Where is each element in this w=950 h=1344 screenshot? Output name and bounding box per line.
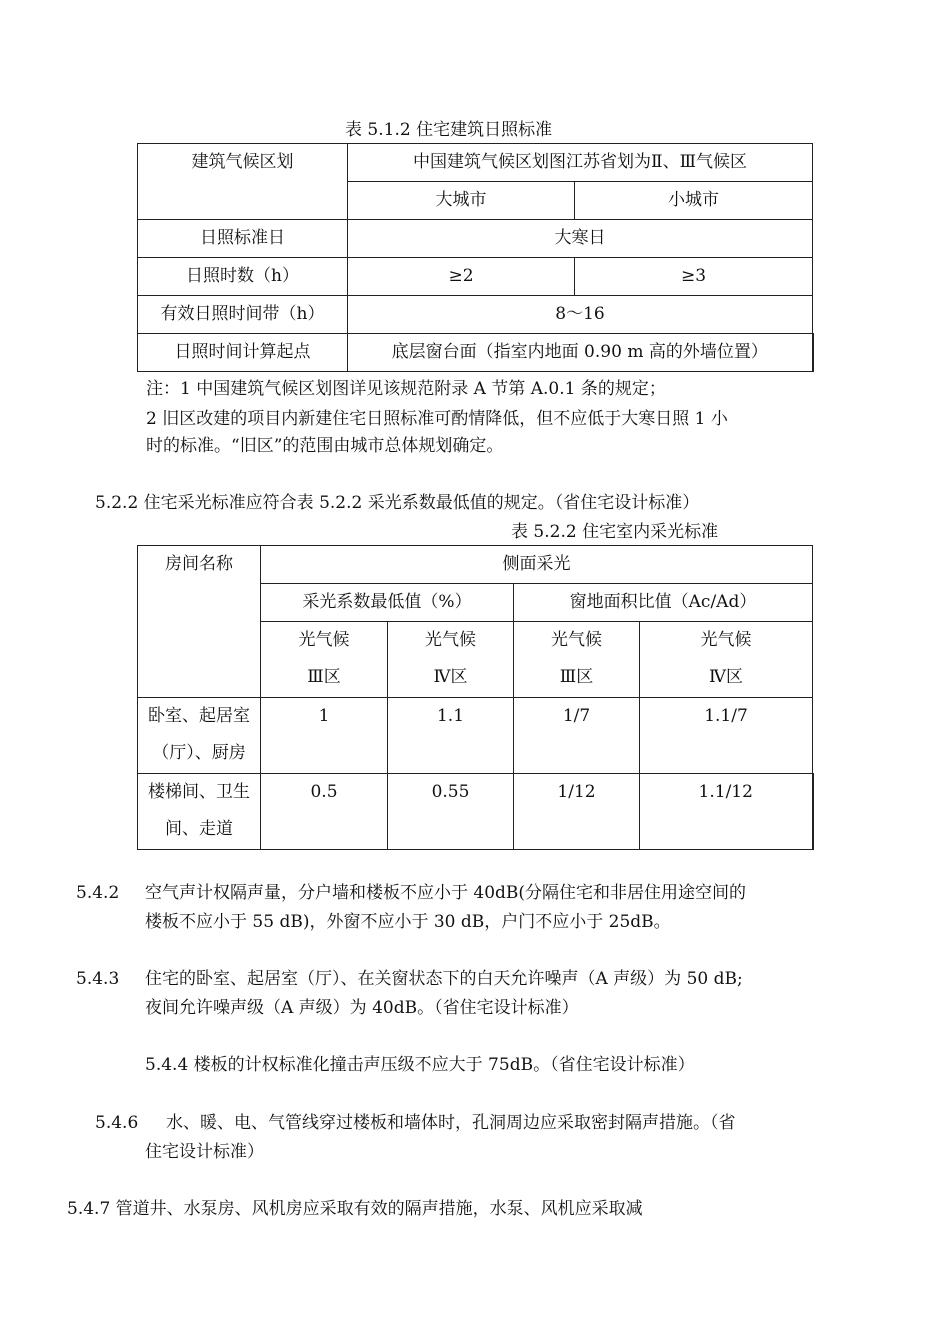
cell-line: 光气候 <box>700 630 752 650</box>
table-row <box>138 220 813 258</box>
cell-line: （厅）、厨房 <box>152 743 246 763</box>
para-5-4-2-line-2: 楼板不应小于 55 dB)，外窗不应小于 30 dB，户门不应小于 25dB。 <box>145 912 671 932</box>
para-5-4-2-line-1: 空气声计权隔声量，分户墙和楼板不应小于 40dB(分隔住宅和非居住用途空间的 <box>145 883 747 903</box>
table-cell: 小城市 <box>575 182 813 220</box>
para-5-4-2-number: 5.4.2 <box>76 883 120 903</box>
table-cell: 日照时间计算起点 <box>138 334 348 372</box>
cell-line: Ⅳ区 <box>709 667 743 687</box>
para-5-4-7: 5.4.7 管道井、水泵房、风机房应采取有效的隔声措施，水泵、风机应采取减 <box>67 1199 643 1219</box>
cell-line: 楼梯间、卫生 <box>148 782 250 802</box>
para-5-4-6-number: 5.4.6 <box>95 1113 139 1133</box>
cell-line: 光气候 <box>551 630 602 650</box>
table2-caption: 表 5.2.2 住宅室内采光标准 <box>511 522 719 542</box>
table-cell <box>514 622 640 698</box>
table1-note-2: 2 旧区改建的项目内新建住宅日照标准可酌情降低，但不应低于大寒日照 1 小 <box>146 409 728 429</box>
cell-line: 间、走道 <box>165 819 233 839</box>
cell-line: 光气候 <box>298 630 350 650</box>
table1-caption: 表 5.1.2 住宅建筑日照标准 <box>345 120 553 140</box>
daylight-standard-table <box>137 545 814 850</box>
table-row <box>138 546 813 584</box>
table-row <box>138 258 813 296</box>
table-cell: 1.1 <box>388 698 514 774</box>
table-row <box>138 296 813 334</box>
cell-line: Ⅲ区 <box>559 667 594 687</box>
table-cell: 1.1/12 <box>640 774 813 850</box>
sunlight-standard-table <box>137 143 814 372</box>
table-cell <box>640 622 813 698</box>
table-cell: 0.5 <box>261 774 388 850</box>
para-5-4-3-line-2: 夜间允许噪声级（A 声级）为 40dB。（省住宅设计标准） <box>145 998 579 1018</box>
table1-note-1: 注：1 中国建筑气候区划图详见该规范附录 A 节第 A.0.1 条的规定； <box>146 379 666 399</box>
table-row <box>138 334 813 372</box>
cell-line: Ⅲ区 <box>307 667 341 687</box>
table-cell: 有效日照时间带（h） <box>138 296 348 334</box>
table-cell: 日照时数（h） <box>138 258 348 296</box>
para-5-4-6-line-1: 水、暖、电、气管线穿过楼板和墙体时，孔洞周边应采取密封隔声措施。（省 <box>166 1113 736 1133</box>
table-cell: 1/12 <box>514 774 640 850</box>
table-cell <box>138 774 261 850</box>
table-cell: 窗地面积比值（Ac/Ad） <box>514 584 813 622</box>
table-cell: 1 <box>261 698 388 774</box>
table-cell: 大寒日 <box>348 220 813 258</box>
table-cell: 侧面采光 <box>261 546 813 584</box>
table-cell: 底层窗台面（指室内地面 0.90 m 高的外墙位置） <box>348 334 813 372</box>
table-cell: 日照标准日 <box>138 220 348 258</box>
table-cell: 1.1/7 <box>640 698 813 774</box>
table-cell <box>388 622 514 698</box>
table-cell: 中国建筑气候区划图江苏省划为Ⅱ、Ⅲ气候区 <box>348 144 813 182</box>
cell-line: 卧室、起居室 <box>148 706 250 726</box>
table-cell <box>138 698 261 774</box>
table-row <box>138 774 813 850</box>
table-cell: 采光系数最低值（%） <box>261 584 514 622</box>
table-cell: 大城市 <box>348 182 575 220</box>
para-5-2-2: 5.2.2 住宅采光标准应符合表 5.2.2 采光系数最低值的规定。（省住宅设计标准） <box>95 493 700 513</box>
para-5-4-3-number: 5.4.3 <box>76 969 120 989</box>
table-cell: 0.55 <box>388 774 514 850</box>
cell-line: 光气候 <box>425 630 476 650</box>
table-cell: 8～16 <box>348 296 813 334</box>
table-cell: ≥3 <box>575 258 813 296</box>
table-row <box>138 144 813 182</box>
table-cell: 房间名称 <box>138 546 261 698</box>
table1-note-3: 时的标准。“旧区”的范围由城市总体规划确定。 <box>146 436 504 456</box>
para-5-4-6-line-2: 住宅设计标准） <box>145 1142 264 1162</box>
table-row <box>138 698 813 774</box>
table-cell: ≥2 <box>348 258 575 296</box>
table-cell: 建筑气候区划 <box>138 144 348 220</box>
para-5-4-3-line-1: 住宅的卧室、起居室（厅）、在关窗状态下的白天允许噪声（A 声级）为 50 dB; <box>145 969 743 989</box>
table-cell: 1/7 <box>514 698 640 774</box>
cell-line: Ⅳ区 <box>433 667 468 687</box>
table-cell <box>261 622 388 698</box>
para-5-4-4: 5.4.4 楼板的计权标准化撞击声压级不应大于 75dB。（省住宅设计标准） <box>145 1055 695 1075</box>
